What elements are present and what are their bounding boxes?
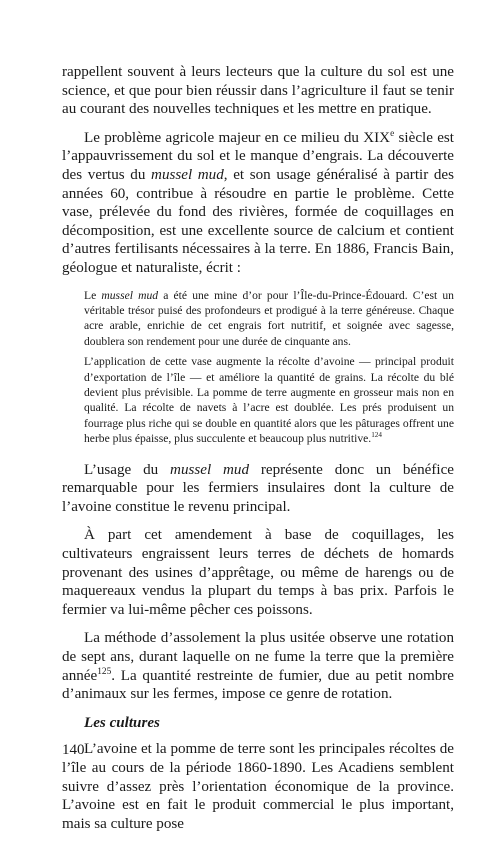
block-quote xyxy=(84,288,454,447)
text-run: siècle est l’appauvrissement du sol et le manque d’engrais. La découverte des vertus du xyxy=(62,129,454,183)
page-number: 140 xyxy=(62,742,85,758)
paragraph-mussel-mud-usage xyxy=(62,461,454,517)
paragraph-other-fertilizers: À part cet amendement à base de coquillages, les cultivateurs engraissent leurs terres de déchets de homards provenant des usines d’apprêtage, ou même de harengs ou de maquereaux vendus la plupart du temps à bas prix. Parfois le fermier va lui-même pêcher ces poissons. xyxy=(62,527,454,618)
text-run: Le problème agricole majeur en ce milieu du XIX xyxy=(84,129,391,146)
text-run: représente donc un bénéfice remarquable pour les fermiers insulaires dont la culture de l’avoine constitue le revenu principal. xyxy=(62,461,454,515)
section-heading: Les cultures xyxy=(84,714,160,731)
italic-term: mussel mud xyxy=(151,166,224,183)
paragraph-crops: L’avoine et la pomme de terre sont les principales récoltes de l’île au cours de la période 1860-1890. Les Acadiens semblent suivre d’assez près l’orientation économique de la province. L’avoine est en fait le produit commercial le plus important, mais sa culture pose xyxy=(62,741,454,832)
text-run: L’usage du xyxy=(84,461,171,478)
text-run: Le xyxy=(84,288,102,302)
italic-term: mussel mud xyxy=(101,288,159,302)
text-run: . La quantité restreinte de fumier, due au petit nombre d’animaux sur les fermes, impose ce genre de rotation. xyxy=(62,667,454,703)
quote-paragraph xyxy=(84,288,454,350)
text-run: L’application de cette vase augmente la récolte d’avoine — principal produit d’exportation de l’île — et améliore la quantité de grains. La récolte du blé devient plus prévisible. La pomme de terre augmente en grosseur mais non en qualité. La récolte de navets à l’acre est doublée. Les prés produisent un fourrage plus riche qui se double en quantité alors que les pâturages offrent une herbe plus épaisse, plus succulente et beaucoup plus nutritive. xyxy=(84,355,454,446)
paragraph-agricultural-problem xyxy=(62,129,454,278)
superscript: e xyxy=(390,128,395,139)
text-run: La méthode d’assolement la plus usitée observe une rotation de sept ans, durant laquelle on ne fume la terre que la première année xyxy=(62,630,454,684)
footnote-ref: 124 xyxy=(371,431,382,440)
text-run: a été une mine d’or pour l’Île-du-Prince-Édouard. C’est un véritable trésor puisé des profondeurs et prodigué à la terre généreuse. Chaque acre arable, enrichie de cet engrais fort nutritif, et soignée avec sagesse, doublera son rendement pour une durée de cinquante ans. xyxy=(84,288,454,348)
quote-paragraph xyxy=(84,354,454,446)
italic-term: mussel mud xyxy=(170,461,249,478)
footnote-ref: 125 xyxy=(97,666,112,677)
text-run: , et son usage généralisé à partir des années 60, contribue à résoudre en partie le problème. Cette vase, prélevée du fond des rivières, formée de coquillages en décomposition, est une excellente source de calcium et contient d’autres fertilisants nécessaires à la terre. En 1886, Francis Bain, géologue et naturaliste, écrit : xyxy=(62,166,454,276)
paragraph-continued: rappellent souvent à leurs lecteurs que la culture du sol est une science, et que pour bien réussir dans l’agriculture il faut se tenir au courant des nouvelles techniques et les mettre en pratique. xyxy=(62,64,454,118)
body-text xyxy=(62,63,454,843)
paragraph-crop-rotation xyxy=(62,629,454,703)
